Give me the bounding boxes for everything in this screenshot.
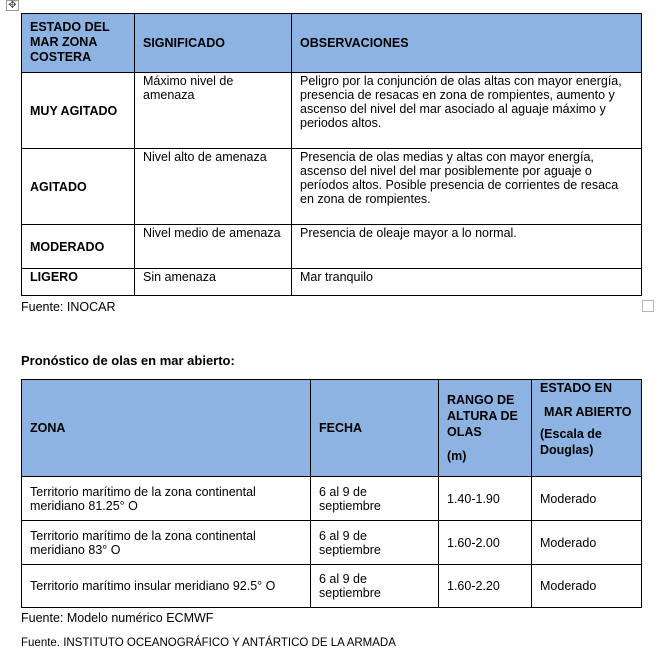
table-row (22, 73, 642, 149)
table-move-handle-icon[interactable]: ✥ (6, 0, 19, 11)
table-row (22, 225, 642, 269)
wave-forecast-table (21, 379, 642, 608)
meaning-cell: Máximo nivel de amenaza (135, 73, 292, 149)
state-header-line2: MAR ABIERTO (544, 405, 632, 419)
column-header: ESTADO DEL MAR ZONA COSTERA (22, 14, 135, 73)
range-cell: 1.60-2.00 (439, 521, 532, 565)
zone-cell: Territorio marítimo de la zona continental meridiano 81.25° O (22, 477, 311, 521)
meaning-cell: Nivel alto de amenaza (135, 149, 292, 225)
section-subtitle: Pronóstico de olas en mar abierto: (21, 353, 235, 368)
column-header: FECHA (311, 380, 439, 477)
observations-cell: Peligro por la conjunción de olas altas con mayor energía, presencia de resacas en zona de rompientes, aumento y ascenso del nivel del mar asociado al aguaje máximo y periodos altos. (292, 73, 642, 149)
zone-cell: Territorio marítimo de la zona continental meridiano 83° O (22, 521, 311, 565)
table-row (22, 521, 642, 565)
range-cell: 1.60-2.20 (439, 565, 532, 608)
table-row (22, 477, 642, 521)
range-header-unit: (m) (447, 449, 467, 463)
state-cell: Moderado (532, 521, 642, 565)
source-note: Fuente. INSTITUTO OCEANOGRÁFICO Y ANTÁRTICO DE LA ARMADA (21, 637, 396, 649)
observations-cell: Presencia de oleaje mayor a lo normal. (292, 225, 642, 269)
column-header: SIGNIFICADO (135, 14, 292, 73)
date-cell: 6 al 9 de septiembre (311, 565, 439, 608)
table-row (22, 149, 642, 225)
table-row (22, 269, 642, 296)
state-cell: Moderado (532, 477, 642, 521)
table-resize-handle[interactable] (642, 300, 654, 312)
column-header: OBSERVACIONES (292, 14, 642, 73)
state-header-line3: (Escala de Douglas) (540, 427, 602, 457)
source-note: Fuente: Modelo numérico ECMWF (21, 611, 214, 625)
zone-cell: Territorio marítimo insular meridiano 92.5° O (22, 565, 311, 608)
state-cell: MUY AGITADO (22, 73, 135, 149)
meaning-cell: Nivel medio de amenaza (135, 225, 292, 269)
meaning-cell: Sin amenaza (135, 269, 292, 296)
date-cell: 6 al 9 de septiembre (311, 477, 439, 521)
column-header (439, 380, 532, 477)
range-cell: 1.40-1.90 (439, 477, 532, 521)
table-header-row (22, 14, 642, 73)
source-note: Fuente: INOCAR (21, 300, 116, 314)
column-header: ZONA (22, 380, 311, 477)
date-cell: 6 al 9 de septiembre (311, 521, 439, 565)
column-header (532, 380, 642, 477)
table-row (22, 565, 642, 608)
table-header-row (22, 380, 642, 477)
state-cell: AGITADO (22, 149, 135, 225)
observations-cell: Mar tranquilo (292, 269, 642, 296)
observations-cell: Presencia de olas medias y altas con mayor energía, ascenso del nivel del mar posiblemente por aguaje o períodos altos. Posible presencia de corrientes de resaca en zona de rompientes. (292, 149, 642, 225)
state-header-line1: ESTADO EN (540, 381, 612, 395)
state-cell: Moderado (532, 565, 642, 608)
range-header-label: RANGO DE ALTURA DE OLAS (447, 393, 518, 439)
state-cell: MODERADO (22, 225, 135, 269)
state-cell: LIGERO (22, 269, 135, 296)
sea-state-table (21, 13, 642, 296)
